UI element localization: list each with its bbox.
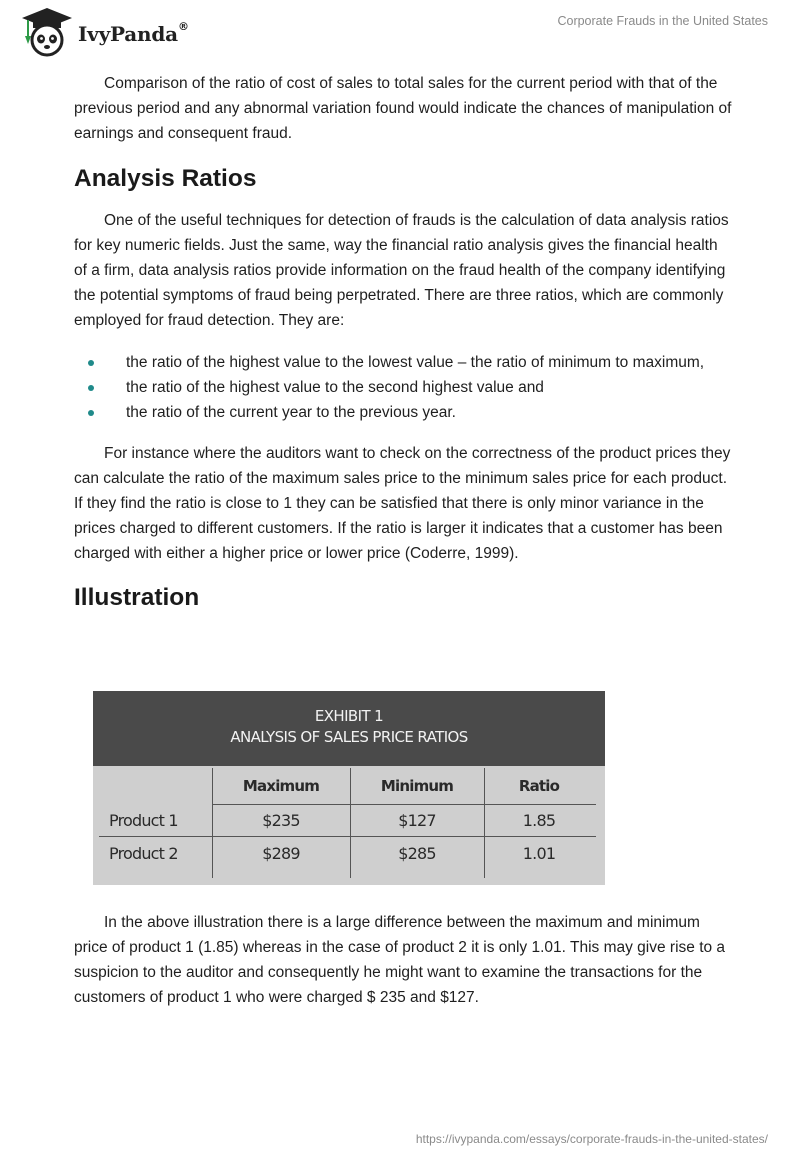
exhibit-title: EXHIBIT 1: [314, 707, 384, 725]
ratio-list: [74, 350, 734, 425]
list-item: the ratio of the current year to the previous year.: [74, 400, 734, 425]
cell-minimum: $127: [398, 811, 436, 830]
panda-graduate-icon: [16, 6, 74, 58]
paragraph-analysis: One of the useful techniques for detection of frauds is the calculation of data analysis ratios for key numeric fields. Just the same, way the financial ratio analysis gives the financial health of a firm, data analysis ratios provide information on the fraud health of the company identifying the potential symptoms of fraud being perpetrated. There are three ratios, which are commonly employed for fraud detection. They are:: [74, 212, 729, 329]
grid-line: [99, 836, 596, 837]
cell-maximum: $289: [262, 844, 300, 863]
source-url-link[interactable]: https://ivypanda.com/essays/corporate-frauds-in-the-united-states/: [415, 1132, 768, 1146]
cell-ratio: 1.01: [522, 844, 556, 863]
cell-maximum: $235: [262, 811, 300, 830]
exhibit-header: [93, 691, 605, 766]
exhibit-table-image: [93, 691, 605, 885]
list-item: the ratio of the highest value to the second highest value and: [74, 375, 734, 400]
column-header-minimum: Minimum: [380, 777, 454, 795]
bullet-icon: [88, 385, 94, 391]
paragraph-instance: For instance where the auditors want to check on the correctness of the product prices they can calculate the ratio of the maximum sales price to the minimum sales price for each product. If they find the ratio is close to 1 they can be satisfied that there is only minor variance in the prices charged to different customers. If the ratio is larger it indicates that a customer has been charged with either a higher price or lower price (Coderre, 1999).: [74, 445, 731, 562]
column-header-ratio: Ratio: [518, 777, 560, 795]
article-body: [74, 71, 734, 613]
list-item: the ratio of the highest value to the lowest value – the ratio of minimum to maximum,: [74, 350, 734, 375]
article-body-continued: [74, 910, 734, 1010]
paragraph-intro: Comparison of the ratio of cost of sales to total sales for the current period with that of the previous period and any abnormal variation found would indicate the chances of manipulation of earnings and consequent fraud.: [74, 75, 732, 142]
brand-name: IvyPanda®: [78, 20, 189, 46]
brand-logo[interactable]: [16, 6, 189, 58]
bullet-icon: [88, 410, 94, 416]
cell-minimum: $285: [398, 844, 436, 863]
exhibit-subtitle: ANALYSIS OF SALES PRICE RATIOS: [230, 728, 468, 746]
row-label: Product 1: [109, 811, 178, 830]
grid-line: [212, 804, 596, 805]
heading-analysis-ratios: Analysis Ratios: [74, 165, 257, 192]
bullet-icon: [88, 360, 94, 366]
column-header-maximum: Maximum: [242, 777, 320, 795]
page-header: [0, 0, 800, 70]
row-label: Product 2: [109, 844, 178, 863]
document-title: Corporate Frauds in the United States: [557, 14, 768, 28]
paragraph-conclusion: In the above illustration there is a large difference between the maximum and minimum price of product 1 (1.85) whereas in the case of product 2 it is only 1.01. This may give rise to a suspicion to the auditor and consequently he might want to examine the transactions for the customers of product 1 who were charged $ 235 and $127.: [74, 914, 726, 1006]
heading-illustration: Illustration: [74, 584, 200, 611]
cell-ratio: 1.85: [522, 811, 556, 830]
